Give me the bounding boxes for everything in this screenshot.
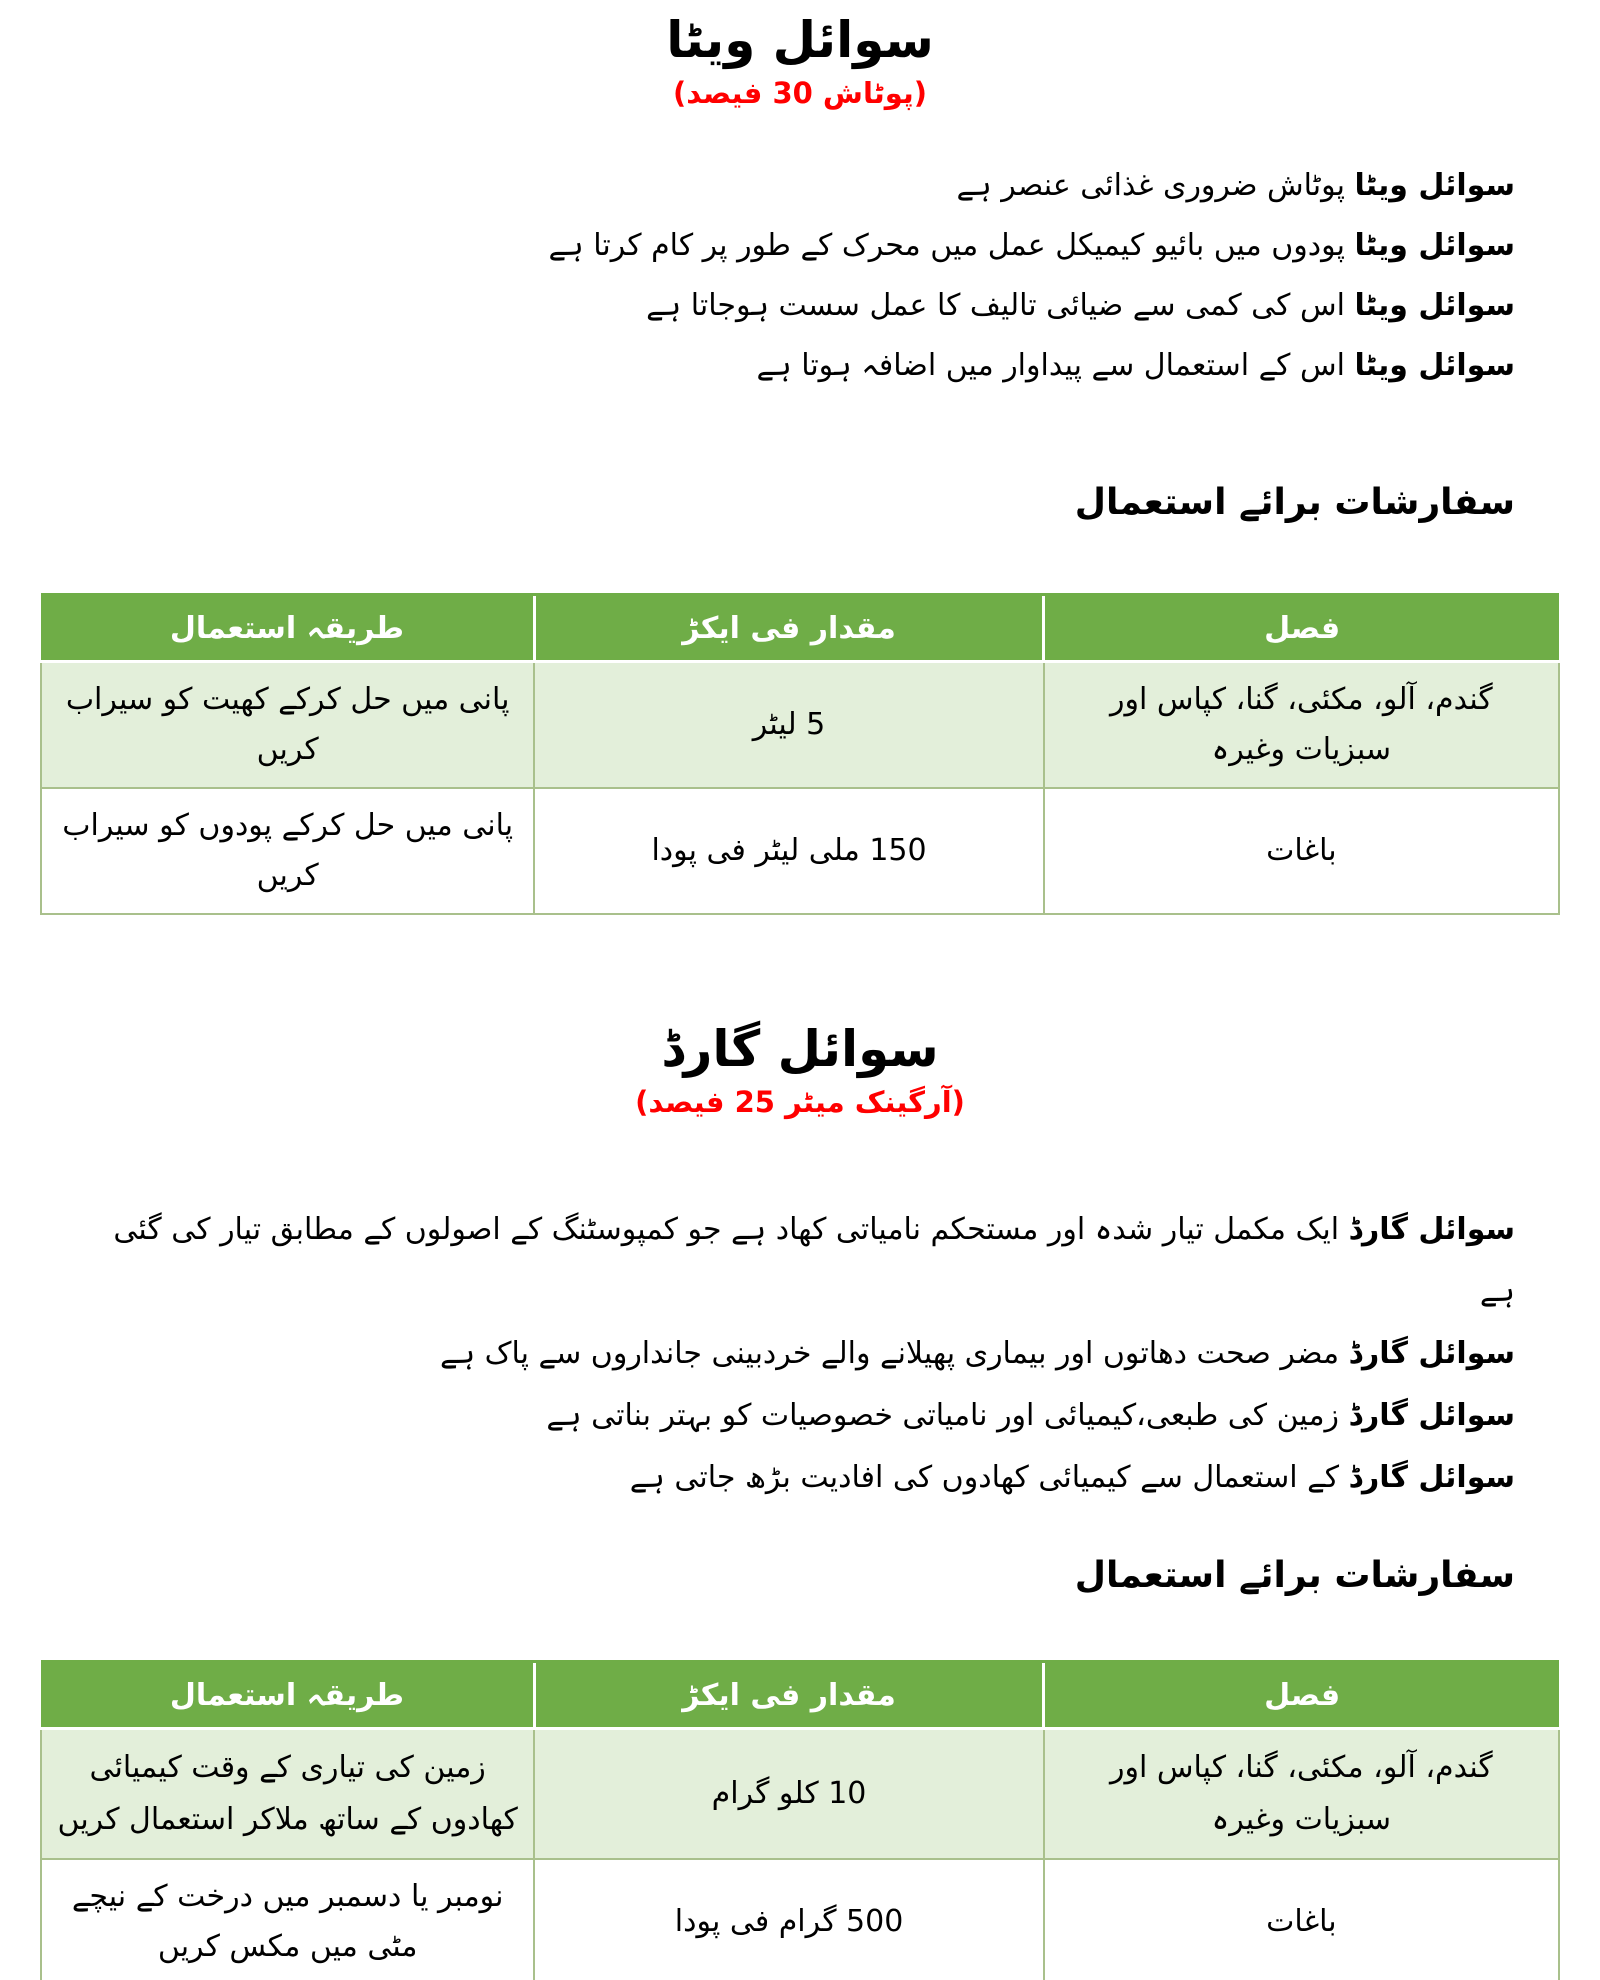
feature-line [85, 156, 1515, 216]
table-header-row [41, 1662, 1559, 1729]
cell-quantity: 5 لیٹر [534, 662, 1043, 789]
table-row [41, 788, 1559, 914]
cell-crop: باغات [1044, 1859, 1559, 1980]
product-name-bold: سوائل گارڈ [1348, 1398, 1515, 1433]
product-name-bold: سوائل گارڈ [1348, 1212, 1515, 1247]
feature-line [85, 1323, 1515, 1385]
feature-text: ایک مکمل تیار شدہ اور مستحکم نامیاتی کھاد ہے جو کمپوسٹنگ کے اصولوں کے مطابق تیار کی گئی ہے [113, 1212, 1515, 1309]
column-header-crop: فصل [1044, 595, 1559, 662]
product-name-bold: سوائل ویٹا [1354, 348, 1515, 383]
feature-text: کے استعمال سے کیمیائی کھادوں کی افادیت بڑھ جاتی ہے [629, 1460, 1349, 1495]
section-soil-guard [0, 1019, 1600, 1980]
recommendations-heading: سفارشات برائے استعمال [1074, 1555, 1515, 1596]
product-name-bold: سوائل گارڈ [1348, 1460, 1515, 1495]
feature-line [85, 336, 1515, 396]
recommendations-heading: سفارشات برائے استعمال [1074, 482, 1515, 523]
recommendations-table-soil-veta [40, 593, 1560, 915]
section-soil-veta [0, 0, 1600, 915]
product-name-bold: سوائل ویٹا [1354, 228, 1515, 263]
column-header-crop: فصل [1044, 1662, 1559, 1729]
feature-line [85, 1199, 1515, 1323]
cell-method: پانی میں حل کرکے کھیت کو سیراب کریں [41, 662, 534, 789]
product-name-bold: سوائل گارڈ [1348, 1336, 1515, 1371]
table-row [41, 662, 1559, 789]
product-name-bold: سوائل ویٹا [1354, 288, 1515, 323]
recommendations-table-soil-guard [40, 1660, 1560, 1980]
cell-method: پانی میں حل کرکے پودوں کو سیراب کریں [41, 788, 534, 914]
section-title-soil-veta: سوائل ویٹا [666, 11, 934, 69]
table-row [41, 1859, 1559, 1980]
section-spacer [0, 915, 1600, 1019]
cell-quantity: 150 ملی لیٹر فی پودا [534, 788, 1043, 914]
table-row [41, 1729, 1559, 1860]
feature-line [85, 276, 1515, 336]
feature-text: مضر صحت دھاتوں اور بیماری پھیلانے والے خردبینی جانداروں سے پاک ہے [439, 1336, 1349, 1371]
column-header-quantity-per-acre: مقدار فی ایکڑ [534, 595, 1043, 662]
feature-text: پوٹاش ضروری غذائی عنصر ہے [956, 168, 1355, 203]
column-header-usage-method: طریقہ استعمال [41, 595, 534, 662]
feature-text: زمین کی طبعی،کیمیائی اور نامیاتی خصوصیات کو بہتر بناتی ہے [546, 1398, 1349, 1433]
column-header-quantity-per-acre: مقدار فی ایکڑ [534, 1662, 1043, 1729]
product-name-bold: سوائل ویٹا [1354, 168, 1515, 203]
cell-crop: باغات [1044, 788, 1559, 914]
column-header-usage-method: طریقہ استعمال [41, 1662, 534, 1729]
feature-line [85, 1385, 1515, 1447]
cell-method: زمین کی تیاری کے وقت کیمیائی کھادوں کے ساتھ ملاکر استعمال کریں [41, 1729, 534, 1860]
cell-crop: گندم، آلو، مکئی، گنا، کپاس اور سبزیات وغیرہ [1044, 1729, 1559, 1860]
cell-quantity: 500 گرام فی پودا [534, 1859, 1043, 1980]
feature-text: اس کے استعمال سے پیداوار میں اضافہ ہوتا ہے [756, 348, 1355, 383]
section-title-soil-guard: سوائل گارڈ [661, 1020, 939, 1078]
cell-crop: گندم، آلو، مکئی، گنا، کپاس اور سبزیات وغیرہ [1044, 662, 1559, 789]
feature-text: اس کی کمی سے ضیائی تالیف کا عمل سست ہوجاتا ہے [646, 288, 1355, 323]
cell-method: نومبر یا دسمبر میں درخت کے نیچے مٹی میں مکس کریں [41, 1859, 534, 1980]
table-header-row [41, 595, 1559, 662]
cell-quantity: 10 کلو گرام [534, 1729, 1043, 1860]
feature-text: پودوں میں بائیو کیمیکل عمل میں محرک کے طور پر کام کرتا ہے [548, 228, 1355, 263]
section-subtitle-organic-matter-percent: (آرگینک میٹر 25 فیصد) [635, 1085, 965, 1119]
section-subtitle-potash-percent: (پوٹاش 30 فیصد) [672, 76, 928, 110]
feature-line [85, 1447, 1515, 1509]
feature-list-soil-guard [85, 1199, 1515, 1509]
feature-line [85, 216, 1515, 276]
feature-list-soil-veta [85, 156, 1515, 396]
